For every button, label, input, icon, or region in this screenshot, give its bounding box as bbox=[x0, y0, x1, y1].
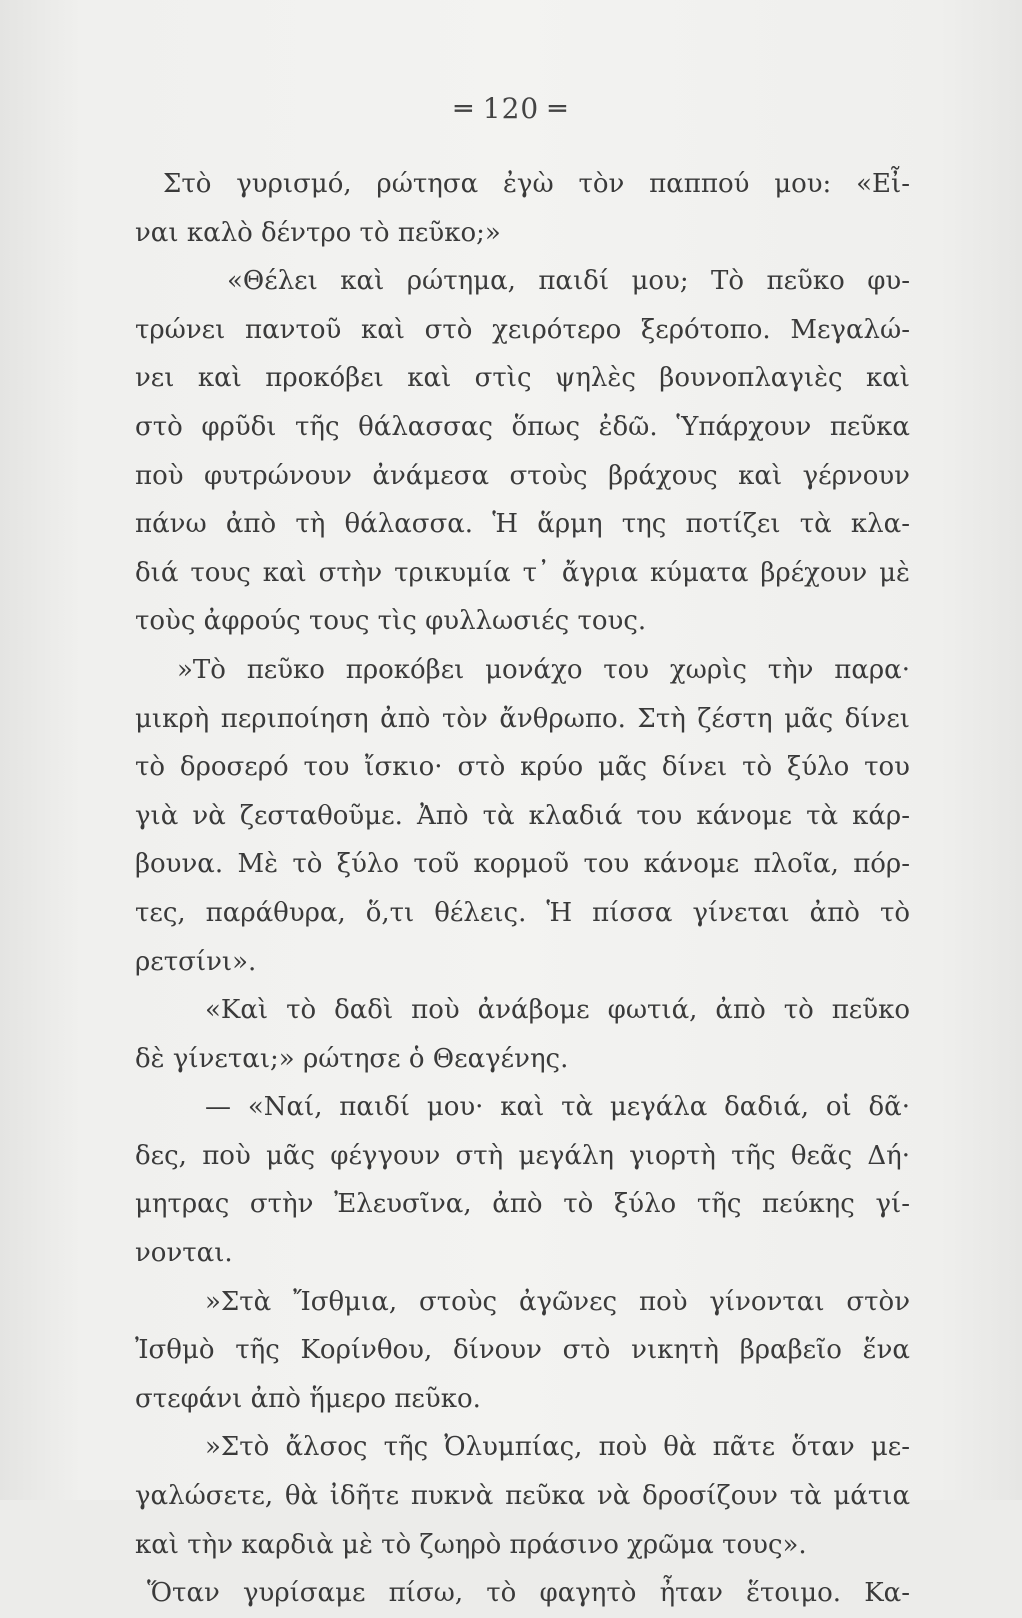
body-text bbox=[135, 160, 910, 1618]
text-line: ναι καλὸ δέντρο τὸ πεῦκο;» bbox=[135, 217, 501, 248]
text-line: »Στὸ ἄλσος τῆς Ὀλυμπίας, ποὺ θὰ πᾶτε ὅταν με- bbox=[205, 1432, 910, 1463]
text-line: »Τὸ πεῦκο προκόβει μονάχο του χωρὶς τὴν παρα· bbox=[177, 654, 910, 685]
text-line: Στὸ γυρισμό, ρώτησα ἐγὼ τὸν παππού μου: «Εἶ- bbox=[163, 169, 910, 199]
text-line: ποὺ φυτρώνουν ἀνάμεσα στοὺς βράχους καὶ γέρνουν bbox=[135, 460, 910, 491]
text-line: τρώνει παντοῦ καὶ στὸ χειρότερο ξερότοπο. Μεγαλώ- bbox=[135, 314, 910, 345]
text-line: στεφάνι ἀπὸ ἥμερο πεῦκο. bbox=[135, 1383, 481, 1414]
text-line: τὸ δροσερό του ἴσκιο· στὸ κρύο μᾶς δίνει τὸ ξύλο του bbox=[135, 752, 910, 783]
text-line: γαλώσετε, θὰ ἰδῆτε πυκνὰ πεῦκα νὰ δροσίζουν τὰ μάτια bbox=[135, 1481, 910, 1512]
text-line: Ἰσθμὸ τῆς Κορίνθου, δίνουν στὸ νικητὴ βραβεῖο ἕνα bbox=[135, 1335, 910, 1366]
text-line: διά τους καὶ στὴν τρικυμία τ᾽ ἄγρια κύματα βρέχουν μὲ bbox=[135, 557, 910, 588]
text-line: δες, ποὺ μᾶς φέγγουν στὴ μεγάλη γιορτὴ τῆς θεᾶς Δή· bbox=[135, 1140, 910, 1171]
text-line: μικρὴ περιποίηση ἀπὸ τὸν ἄνθρωπο. Στὴ ζέστη μᾶς δίνει bbox=[135, 703, 910, 734]
text-line: στὸ φρῦδι τῆς θάλασσας ὅπως ἐδῶ. Ὑπάρχουν πεῦκα bbox=[135, 411, 910, 442]
page-number: ═ 120 ═ bbox=[455, 92, 567, 125]
text-line: »Στὰ Ἴσθμια, στοὺς ἀγῶνες ποὺ γίνονται στὸν bbox=[205, 1286, 910, 1317]
text-line: τοὺς ἀφρούς τους τὶς φυλλωσιές τους. bbox=[135, 606, 647, 637]
text-line: «Καὶ τὸ δαδὶ ποὺ ἀνάβομε φωτιά, ἀπὸ τὸ πεῦκο bbox=[205, 995, 910, 1026]
text-line: — «Ναί, παιδί μου· καὶ τὰ μεγάλα δαδιά, οἱ δᾶ· bbox=[205, 1092, 910, 1123]
text-line: γιὰ νὰ ζεσταθοῦμε. Ἀπὸ τὰ κλαδιά του κάνομε τὰ κάρ- bbox=[135, 800, 910, 831]
text-line: νονται. bbox=[135, 1238, 233, 1269]
text-line: δὲ γίνεται;» ρώτησε ὁ Θεαγένης. bbox=[135, 1043, 569, 1074]
text-line: «Θέλει καὶ ρώτημα, παιδί μου; Τὸ πεῦκο φυ- bbox=[227, 266, 910, 297]
text-line: ρετσίνι». bbox=[135, 946, 257, 977]
text-line: πάνω ἀπὸ τὴ θάλασσα. Ἡ ἅρμη της ποτίζει τὰ κλα- bbox=[135, 509, 910, 540]
text-line: μητρας στὴν Ἐλευσῖνα, ἀπὸ τὸ ξύλο τῆς πεύκης γί- bbox=[135, 1189, 910, 1220]
text-line: Ὅταν γυρίσαμε πίσω, τὸ φαγητὸ ἦταν ἕτοιμο. Κα- bbox=[147, 1578, 910, 1609]
text-line: τες, παράθυρα, ὅ,τι θέλεις. Ἡ πίσσα γίνεται ἀπὸ τὸ bbox=[135, 897, 910, 928]
text-line: καὶ τὴν καρδιὰ μὲ τὸ ζωηρὸ πράσινο χρῶμα τους». bbox=[135, 1529, 807, 1560]
text-line: νει καὶ προκόβει καὶ στὶς ψηλὲς βουνοπλαγιὲς καὶ bbox=[135, 363, 910, 394]
text-line: βουνα. Μὲ τὸ ξύλο τοῦ κορμοῦ του κάνομε πλοῖα, πόρ- bbox=[135, 849, 910, 880]
